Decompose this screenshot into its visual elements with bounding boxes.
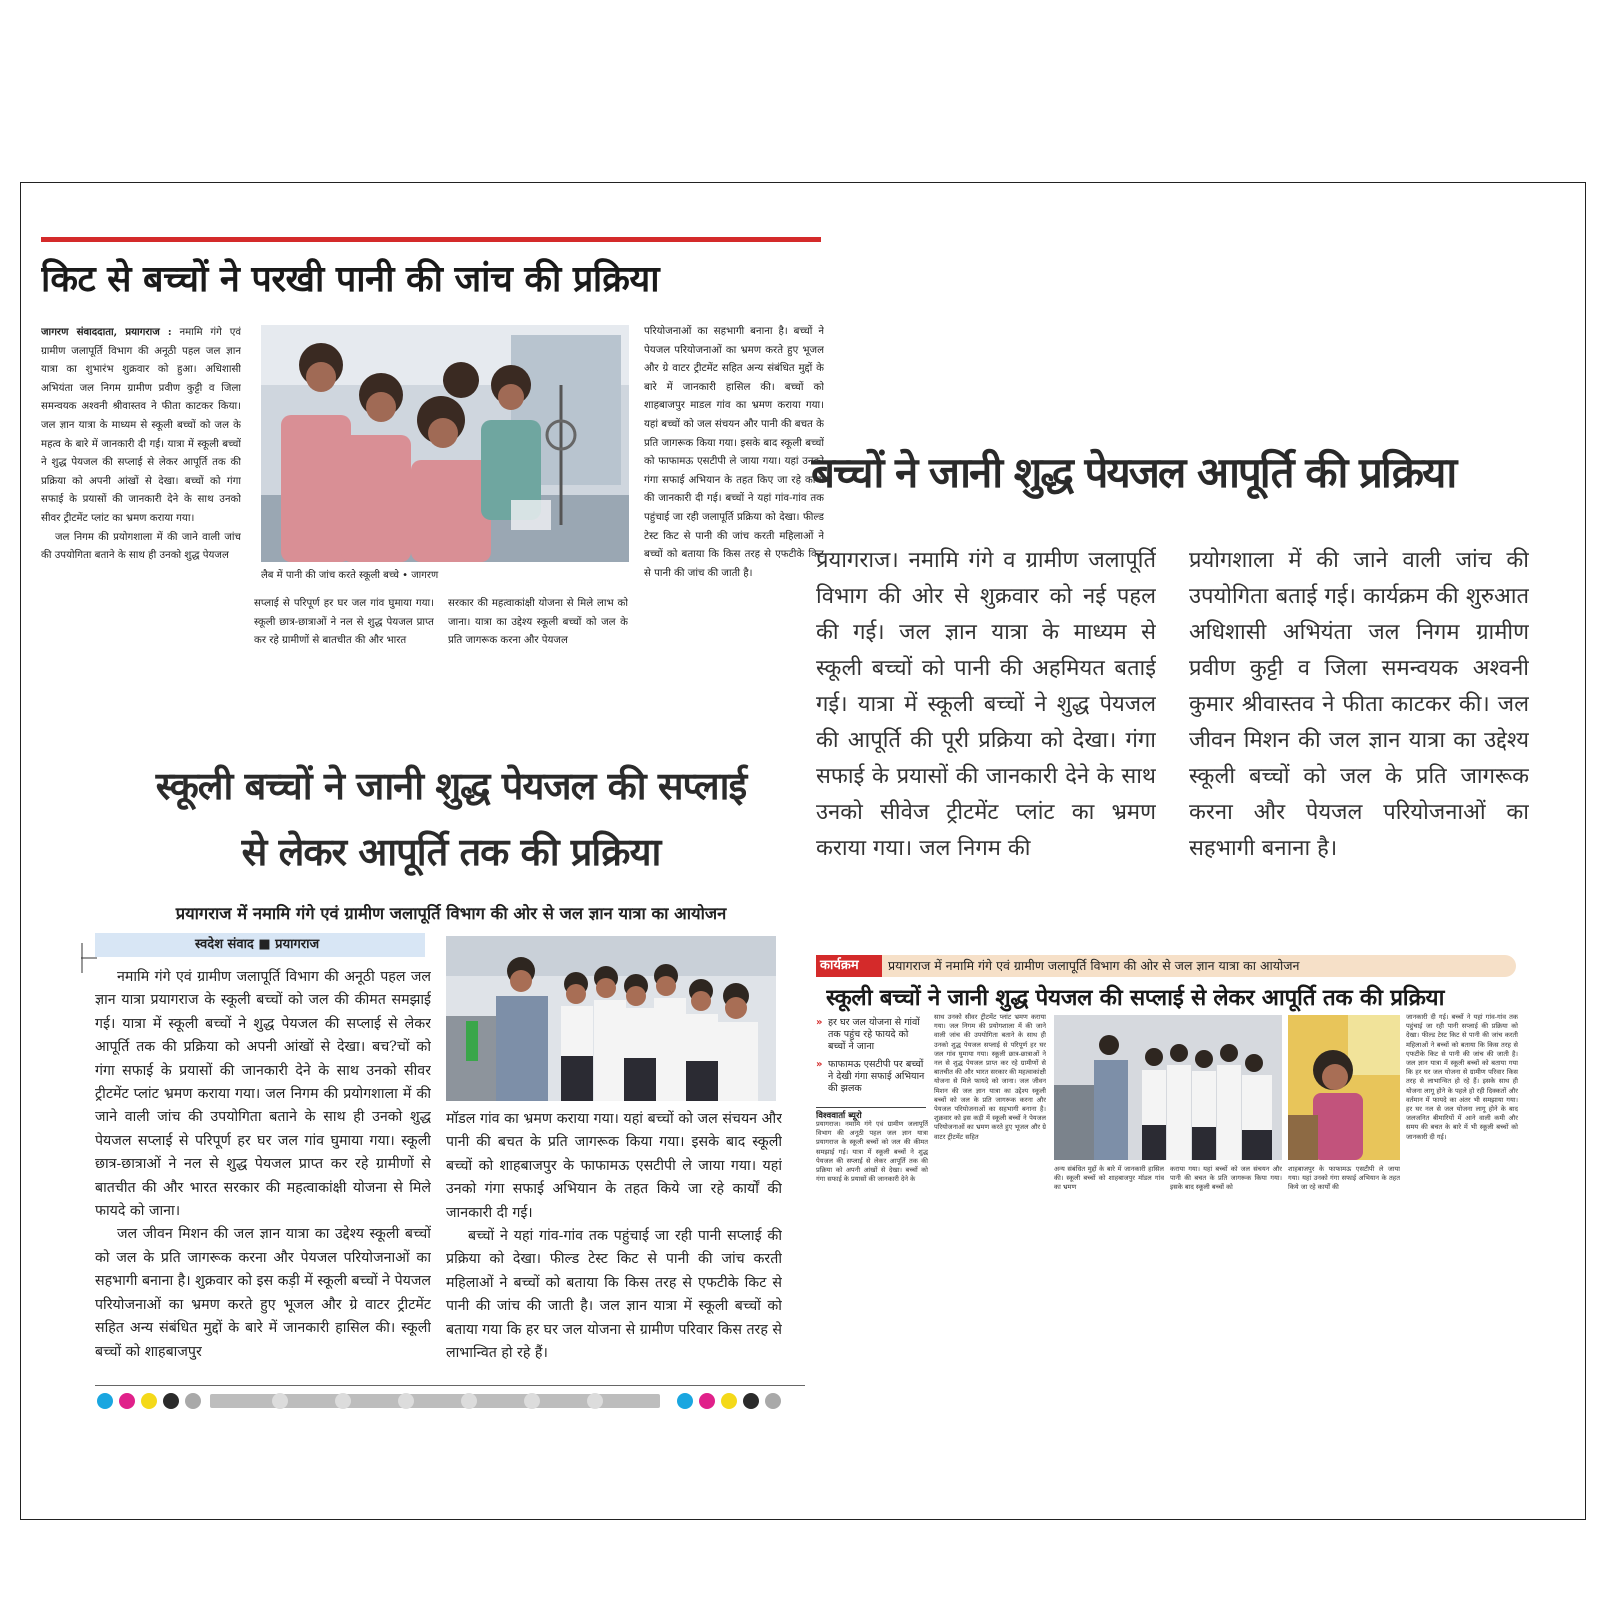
paragraph: नमामि गंगे एवं ग्रामीण जलापूर्ति विभाग की अनूठी पहल जल ज्ञान यात्रा प्रयागराज के स्कूली बच्चों को जल की कीमत समझाई गई। यात्रा में स्कूली बच्चों ने शुद्ध पेयजल की सप्लाई से लेकर आपूर्ति तक की प्रक्रिया को अपनी आंखों से देखा। बच?चों को गंगा सफाई के प्रयासों की जानकारी देने के साथ उनको सीवर ट्रीटमेंट प्लांट भ्रमण कराया गया। जल निगम की प्रयोगशाला में की जाने वाली जांच की उपयोगिता बताने के साथ ही उनको शुद्ध पेयजल सप्लाई से परिपूर्ण हर घर जल गांव घुमाया गया। स्कूली छात्र-छात्राओं ने नल से शुद्ध पेयजल प्राप्त कर रहे ग्रामीणों से बातचीत की और भारत सरकार की महत्वाकांक्षी योजना से मिले फायदे को जाना। (95, 969, 431, 1220)
article-column: प्रयागराज। नमामि गंगे व ग्रामीण जलापूर्ति विभाग की ओर से शुक्रवार को नई पहल की गई। जल ज्ञान यात्रा के माध्यम से स्कूली बच्चों को पानी की अहमियत बताई गई। यात्रा में स्कूली बच्चों ने शुद्ध पेयजल की आपूर्ति की पूरी प्रक्रिया को देखा। गंगा सफाई के प्रयासों की जानकारी देने के साथ उनको सीवेज ट्रीटमेंट प्लांट का भ्रमण कराया गया। जल निगम की (816, 548, 1156, 861)
color-swatch (97, 1393, 113, 1409)
color-swatch (743, 1393, 759, 1409)
color-swatch (119, 1393, 135, 1409)
color-swatch (699, 1393, 715, 1409)
paragraph: जल जीवन मिशन की जल ज्ञान यात्रा का उद्देश्य स्कूली बच्चों को जल के प्रति जागरूक करना और पेयजल परियोजनाओं का सहभागी बनाना है। शुक्रवार को इस कड़ी में स्कूली बच्चों ने पेयजल परियोजनाओं का भ्रमण करते हुए भूजल और ग्रे वाटर ट्रीटमेंट सहित अन्य संबंधित मुद्दों के बारे में जानकारी हासिल की। स्कूली बच्चों को शाहबाजपुर (95, 1226, 431, 1360)
deck: प्रयागराज में नमामि गंगे एवं ग्रामीण जलापूर्ति विभाग की ओर से जल ज्ञान यात्रा का आयोजन (175, 904, 727, 923)
divider (95, 1385, 805, 1386)
chevron-right-icon: » (816, 1017, 823, 1028)
paragraph: नमामि गंगे एवं ग्रामीण जलापूर्ति विभाग की अनूठी पहल जल ज्ञान यात्रा का शुभारंभ शुक्रवार को हुआ। अधिशासी अभियंता जल निगम ग्रामीण प्रवीण कुट्टी व जिला समन्वयक अश्वनी श्रीवास्तव ने फीता काटकर किया। जल ज्ञान यात्रा के माध्यम से स्कूली बच्चों को जल के महत्व के बारे में जानकारी दी गई। यात्रा में स्कूली बच्चों ने शुद्ध पेयजल की सप्लाई से लेकर आपूर्ति तक की प्रक्रिया को अपनी आंखों से देखा। बच्चों को गंगा सफाई के प्रयासों की जानकारी देने के साथ उनको सीवर ट्रीटमेंट प्लांट का भ्रमण कराया गया। (41, 327, 241, 524)
color-swatch (677, 1393, 693, 1409)
highlight-item (816, 1059, 926, 1095)
article-column (95, 966, 431, 1378)
credit-line: विश्ववार्ता ब्यूरो (816, 1107, 926, 1121)
paragraph: बच्चों ने यहां गांव-गांव तक पहुंचाई जा रही पानी सप्लाई की प्रक्रिया को देखा। फील्ड टेस्ट किट से पानी की जांच करती महिलाओं ने बच्चों को बताया कि किस तरह से एफटीके किट से पानी की जांच की जाती है। जल ज्ञान यात्रा में स्कूली बच्चों को बताया गया कि हर घर जल योजना से ग्रामीण परिवार किस तरह से लाभान्वित हो रहे हैं। (446, 1228, 782, 1362)
photo-students-lab (261, 325, 629, 562)
photo-students-plant (446, 936, 776, 1101)
headline: स्कूली बच्चों ने जानी शुद्ध पेयजल की सप्लाई से लेकर आपूर्ति तक की प्रक्रिया (826, 985, 1445, 1011)
article-column: प्रयागराज। नमामि गंगे एवं ग्रामीण जलापूर्ति विभाग की अनूठी पहल जल ज्ञान यात्रा प्रयागराज के स्कूली बच्चों को जल की कीमत समझाई गई। यात्रा में स्कूली बच्चों ने शुद्ध पेयजल की सप्लाई से लेकर आपूर्ति तक की प्रक्रिया को अपनी आंखों से देखा। बच्चों को गंगा सफाई के प्रयासों की जानकारी देने के (816, 1120, 928, 1184)
color-swatch (163, 1393, 179, 1409)
headline-line: स्कूली बच्चों ने जानी शुद्ध पेयजल की सप्लाई (155, 764, 747, 808)
headline: बच्चों ने जानी शुद्ध पेयजल आपूर्ति की प्रक्रिया (811, 448, 1456, 497)
byline: जागरण संवाददाता, प्रयागराज : (41, 326, 172, 338)
red-rule (41, 237, 821, 242)
article-column: सप्लाई से परिपूर्ण हर घर जल गांव घुमाया गया। स्कूली छात्र-छात्राओं ने नल से शुद्ध पेयजल प्राप्त कर रहे ग्रामीणों से बातचीत की और भारत (254, 598, 434, 647)
article-column (446, 1108, 782, 1378)
article-column: अन्य संबंधित मुद्दों के बारे में जानकारी हासिल की। स्कूली बच्चों को शाहबाजपुर मॉडल गांव का भ्रमण (1054, 1165, 1164, 1192)
highlight-text: फाफामऊ एसटीपी पर बच्चों ने देखी गंगा सफाई अभियान की झलक (828, 1059, 925, 1094)
photo-caption: लैब में पानी की जांच करते स्कूली बच्चे • जागरण (261, 570, 439, 581)
article-column: कराया गया। यहां बच्चों को जल संचयन और पानी की बचत के प्रति जागरूक किया गया। इसके बाद स्कूली बच्चों को (1170, 1165, 1282, 1192)
photo-girl-drinking-water (1288, 1015, 1400, 1160)
newspaper-collage (20, 182, 1586, 1520)
article-column: साथ उनको सीवर ट्रीटमेंट प्लांट भ्रमण कराया गया। जल निगम की प्रयोगशाला में की जाने वाली जांच की उपयोगिता बताने के साथ ही उनको शुद्ध पेयजल सप्लाई से परिपूर्ण हर घर जल गांव घुमाया गया। स्कूली छात्र-छात्राओं ने नल से शुद्ध पेयजल प्राप्त कर रहे ग्रामीणों से बातचीत की और भारत सरकार की महत्वाकांक्षी योजना से मिले फायदे को जाना। जल जीवन मिशन की जल ज्ञान यात्रा का उद्देश्य स्कूली बच्चों को जल के प्रति जागरूक करना और पेयजल परियोजनाओं का सहभागी बनाना है। शुक्रवार को इस कड़ी में स्कूली बच्चों ने पेयजल परियोजनाओं का भ्रमण करते हुए भूजल और ग्रे वाटर ट्रीटमेंट सहित (934, 1013, 1046, 1141)
credit-line: स्वदेश संवाद ■ प्रयागराज (95, 933, 425, 957)
color-swatch (141, 1393, 157, 1409)
article-column: शाहबाजपुर के फाफामऊ एसटीपी ले जाया गया। यहां उनको गंगा सफाई अभियान के तहत किये जा रहे कार्यों की (1288, 1165, 1400, 1192)
headline-line: से लेकर आपूर्ति तक की प्रक्रिया (241, 830, 661, 874)
clipping-jagran (41, 237, 831, 697)
clipping-swadesh (81, 753, 821, 1493)
kicker-bar (816, 955, 1516, 977)
headline: किट से बच्चों ने परखी पानी की जांच की प्रक्रिया (41, 259, 660, 300)
kicker-text: प्रयागराज में नमामि गंगे एवं ग्रामीण जलापूर्ति विभाग की ओर से जल ज्ञान यात्रा का आयोजन (888, 958, 1300, 973)
highlight-text: हर घर जल योजना से गांवों तक पहुंच रहे फायदे को बच्चों ने जाना (828, 1017, 920, 1052)
clipping-vishwavarta (816, 955, 1536, 1225)
chevron-right-icon: » (816, 1059, 823, 1070)
color-swatch (185, 1393, 201, 1409)
highlight-item (816, 1017, 926, 1053)
article-column: परियोजनाओं का सहभागी बनाना है। बच्चों ने पेयजल परियोजनाओं का भ्रमण करते हुए भूजल और ग्रे वाटर ट्रीटमेंट सहित अन्य संबंधित मुद्दों के बारे में जानकारी हासिल की। बच्चों को शाहबाजपुर माडल गांव का भ्रमण कराया गया। यहां बच्चों को जल संचयन और पानी की बचत के प्रति जागरूक किया गया। इसके बाद स्कूली बच्चों को फाफामऊ एसटीपी ले जाया गया। यहां उनको गंगा सफाई अभियान के तहत किए जा रहे कार्यों की जानकारी दी गई। बच्चों ने यहां गांव-गांव तक पहुंचाई जा रही जलापूर्ति प्रक्रिया को देखा। फील्ड टेस्ट किट से पानी की जांच करती महिलाओं ने बच्चों को बताया कि किस तरह से एफटीके किट से पानी की जांच की जाती है। (644, 326, 824, 579)
article-column: प्रयोगशाला में की जाने वाली जांच की उपयोगिता बताई गई। कार्यक्रम की शुरुआत अधिशासी अभियंता जल निगम ग्रामीण प्रवीण कुट्टी व जिला समन्वयक अश्वनी कुमार श्रीवास्तव ने फीता काटकर की। जल जीवन मिशन की जल ज्ञान यात्रा का उद्देश्य स्कूली बच्चों को जल के प्रति जागरूक करना और पेयजल परियोजनाओं का सहभागी बनाना है। (1189, 548, 1529, 861)
article-column (41, 323, 241, 683)
color-swatch (765, 1393, 781, 1409)
highlights (816, 1017, 926, 1101)
article-column: सरकार की महत्वाकांक्षी योजना से मिले लाभ को जाना। यात्रा का उद्देश्य स्कूली बच्चों को जल के प्रति जागरूक करना और पेयजल (448, 598, 628, 647)
print-color-bar (95, 1389, 805, 1413)
paragraph: जल निगम की प्रयोगशाला में की जाने वाली जांच की उपयोगिता बताने के साथ ही उनको शुद्ध पेयजल (41, 531, 241, 562)
article-column: जानकारी दी गई। बच्चों ने यहां गांव-गांव तक पहुंचाई जा रही पानी सप्लाई की प्रक्रिया को देखा। फील्ड टेस्ट किट से पानी की जांच करती महिलाओं ने बच्चों को बताया कि किस तरह से एफटीके किट से पानी की जांच की जाती है। जल ज्ञान यात्रा में स्कूली बच्चों को बताया गया कि हर घर जल योजना से ग्रामीण परिवार किस तरह से लाभान्वित हो रहे हैं। इसके साथ ही योजना लागू होने के पहले हो रही दिक्कतों और वर्तमान में फायदे का अंतर भी समझाया गया। हर घर नल से जल योजना लागू होने के बाद जलजनित बीमारियों में आने वाली कमी और समय की बचत के बारे में भी स्कूली बच्चों को जानकारी दी गई। (1406, 1013, 1518, 1141)
color-swatch (721, 1393, 737, 1409)
clipping-large-print (811, 443, 1571, 903)
kicker-tag: कार्यक्रम (816, 955, 882, 977)
paragraph: मॉडल गांव का भ्रमण कराया गया। यहां बच्चों को जल संचयन और पानी की बचत के प्रति जागरूक किया गया। इसके बाद स्कूली बच्चों को शाहबाजपुर के फाफामऊ एसटीपी ले जाया गया। यहां उनको गंगा सफाई अभियान के तहत किये जा रहे कार्यों की जानकारी दी गई। (446, 1111, 782, 1221)
photo-students-plant (1054, 1015, 1282, 1160)
headline (81, 753, 821, 885)
